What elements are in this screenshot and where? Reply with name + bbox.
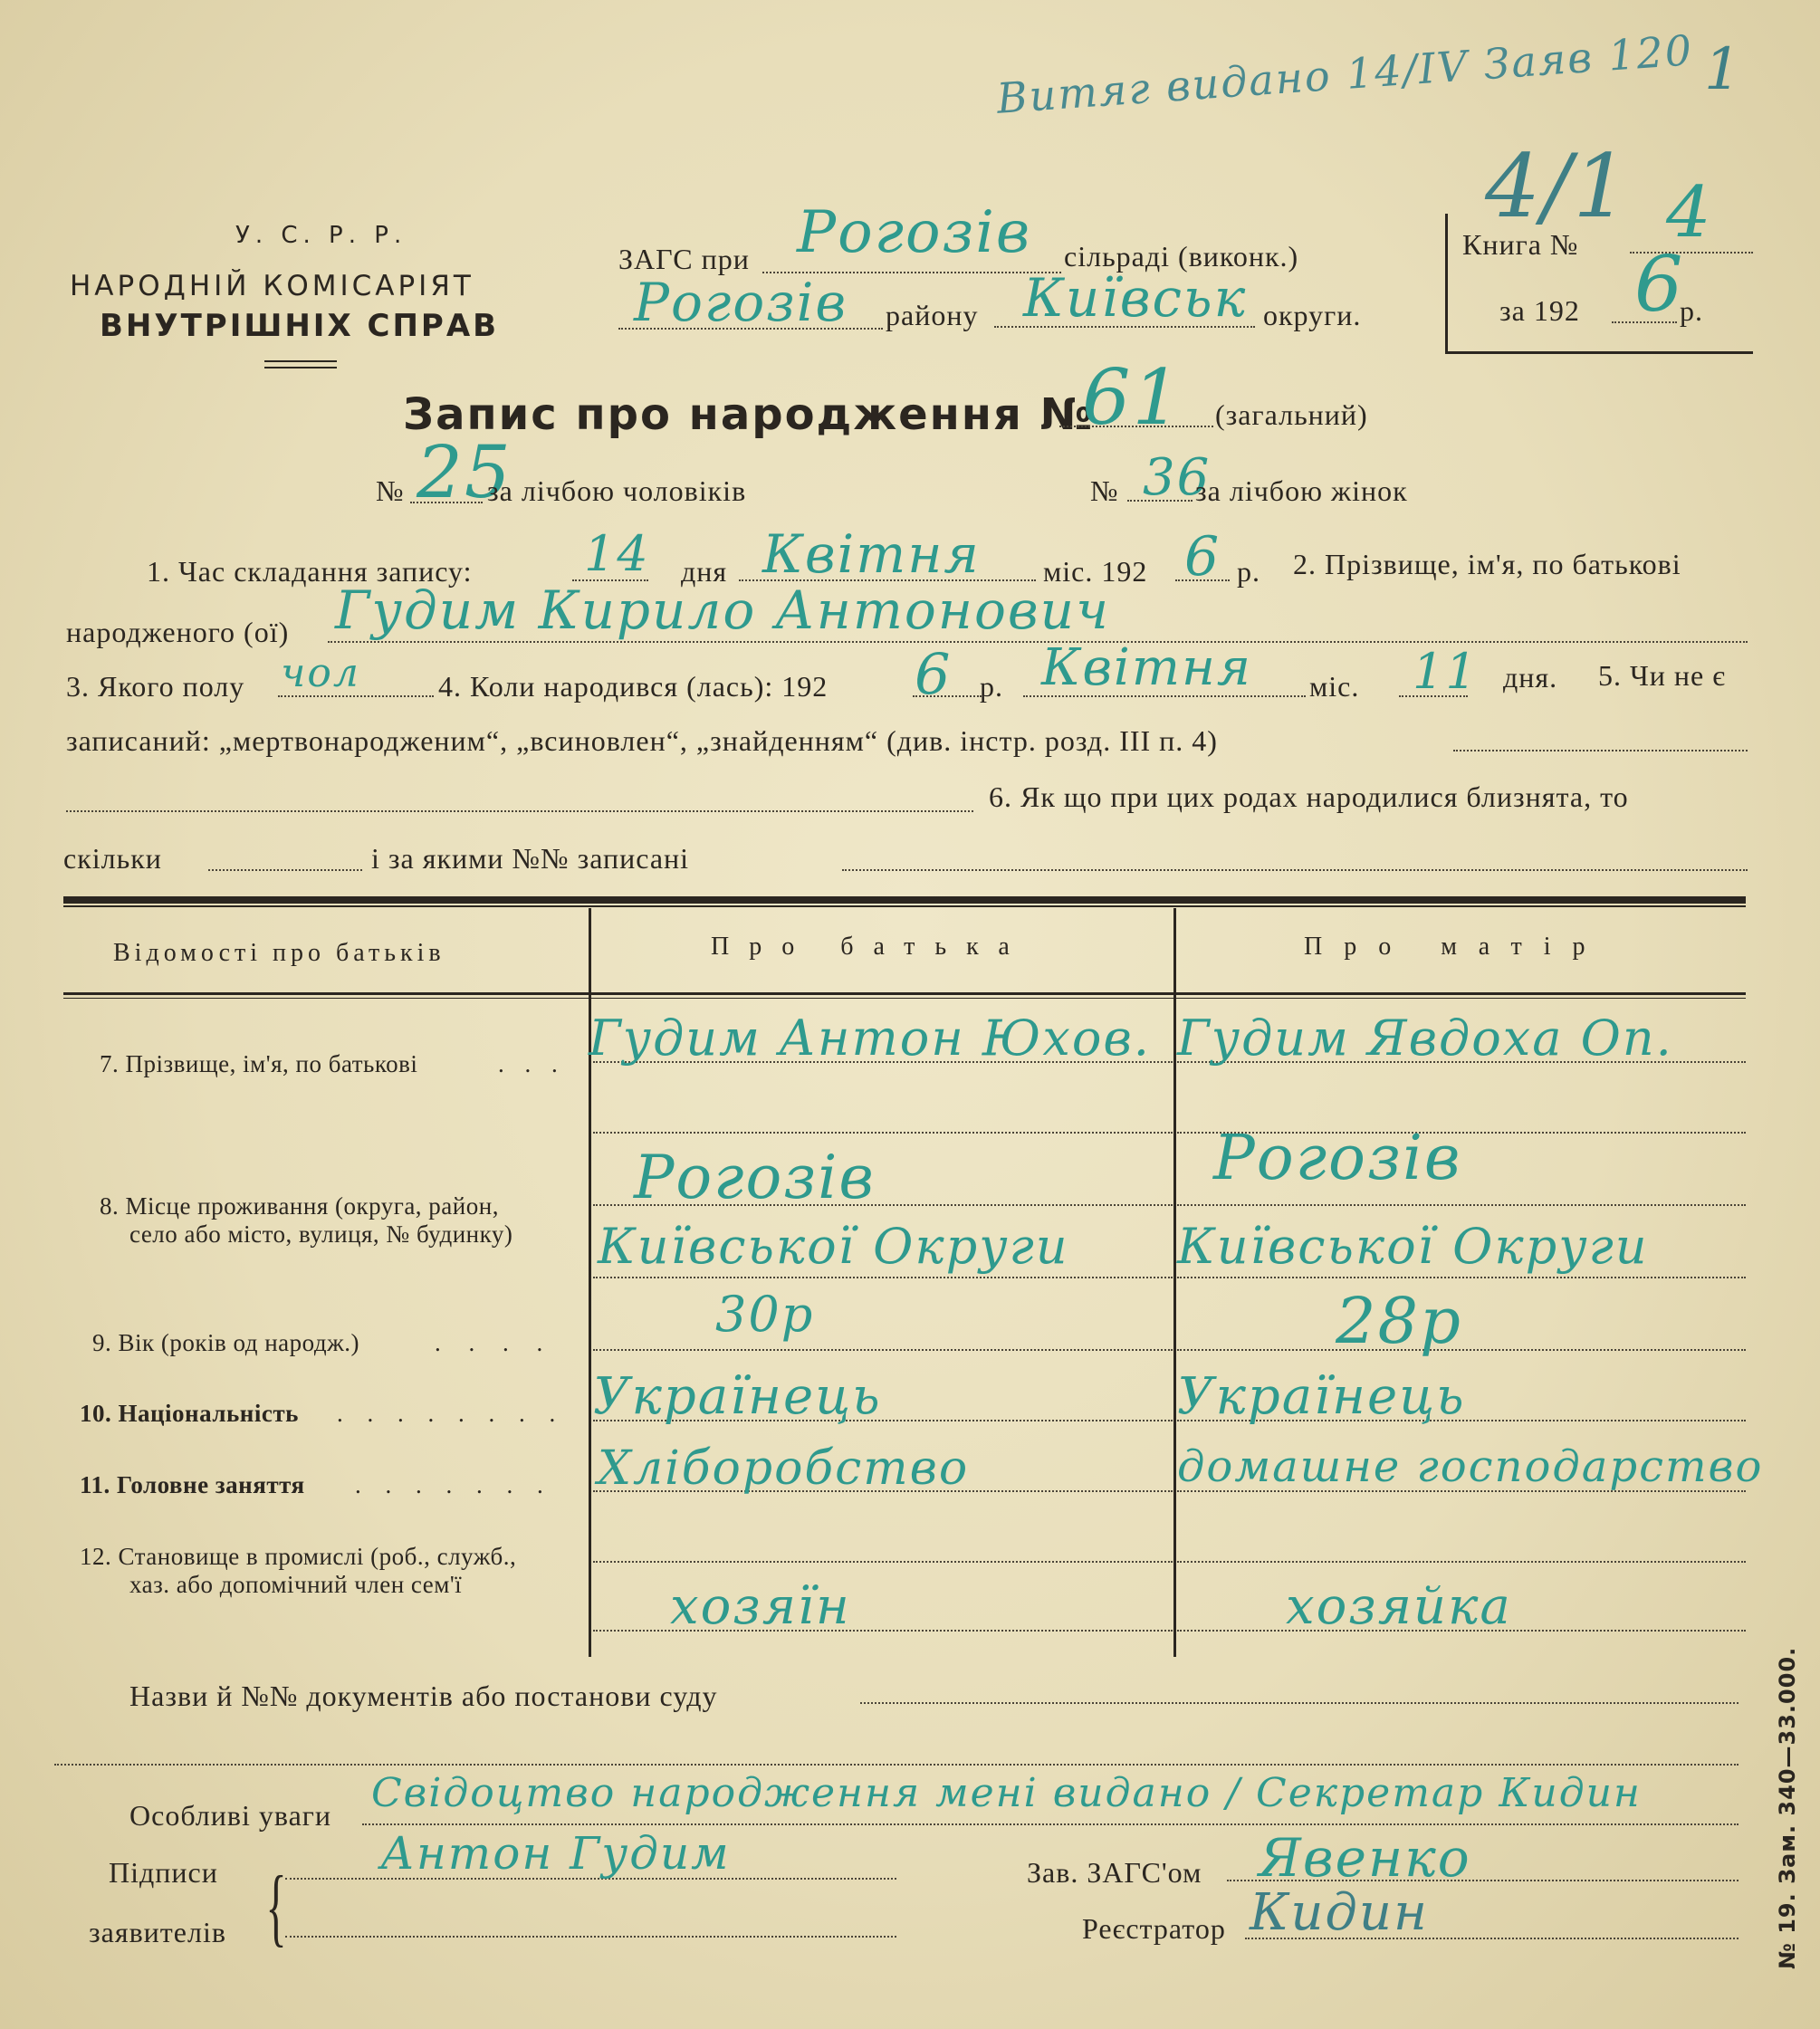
mother-res-line-3 [1177,1277,1746,1278]
signatures-label-2: заявителів [89,1916,226,1948]
female-count-number: 36 [1143,448,1212,507]
child-name: Гудим Кирило Антонович [335,579,1111,641]
q1-label: 1. Час складання запису: [147,555,473,588]
record-number: 61 [1082,353,1183,442]
q6-tail: і за якими №№ записані [371,842,690,875]
sex-value: чол [281,650,360,696]
mother-occupation: домашне господарство [1177,1441,1764,1492]
zags-head-label: Зав. ЗАГС'ом [1027,1856,1202,1889]
father-status: хозяїн [670,1577,851,1636]
row11-dots: . . . . . . . [355,1471,552,1498]
q1-year-suffix: р. [1237,555,1260,588]
table-top-rule [63,896,1746,904]
q3-label: 3. Якого полу [66,670,245,703]
father-name: Гудим Антон Юхов. [589,1010,1151,1067]
twins-count-line [208,869,362,871]
signatures-brace: { [265,1858,287,1955]
col-father-header: Про батька [711,933,1030,961]
ministry-line-1: НАРОДНІЙ КОМІСАРІЯТ [70,270,474,302]
row9-dots: . . . . [435,1329,554,1356]
row10-label: 10. Національність [80,1400,299,1427]
registrar-signature: Кидин [1250,1883,1429,1942]
village-value: Рогозів [797,199,1032,266]
ministry-line-2: ВНУТРІШНІХ СПРАВ [100,308,500,344]
table-col-divider-2 [1173,908,1176,1657]
table-header-rule [63,992,1746,995]
row7-label: 7. Прізвище, ім'я, по батькові [100,1050,418,1077]
book-box-bottom [1445,351,1753,354]
father-res-line-1 [593,1132,1173,1134]
row11-label: 11. Головне заняття [80,1471,305,1498]
mother-res-line-2 [1177,1204,1746,1206]
q5-answer-line-2 [66,810,973,812]
q4-year-suffix: р. [980,670,1003,703]
documents-line [860,1702,1739,1704]
q1-year-value: 6 [1184,525,1221,589]
q6-label: 6. Як що при цих родах народилися близнята, то [989,780,1629,813]
q1-day-label: дня [681,555,728,588]
row10-dots: . . . . . . . . [337,1400,565,1427]
book-year: 6 [1634,240,1685,329]
book-number: 4 [1666,172,1713,254]
q4-day-label: дня. [1503,661,1558,694]
q5-label: 5. Чи не є [1598,659,1726,692]
general-label: (загальний) [1215,398,1368,431]
row9-label: 9. Вік (років од народж.) [92,1329,359,1356]
corner-number: 1 [1704,36,1743,103]
father-occupation: Хліборобство [598,1441,970,1496]
birth-day: 11 [1413,643,1479,700]
zags-label: ЗАГС при [618,243,750,275]
q2-continuation: народженого (ої) [66,616,290,648]
mother-status: хозяйка [1286,1577,1512,1636]
print-info: № 19. Зам. 340—33.000. [1775,1646,1800,1969]
book-label: Книга № [1462,228,1579,261]
mother-name: Гудим Явдоха Оп. [1177,1010,1673,1067]
male-count-number: 25 [417,430,512,514]
father-residence-1: Рогозів [634,1143,876,1212]
q5-text: записаний: „мертвонародженим“, „всиновлен“, „знайденням“ (див. інстр. розд. III п. 4) [66,724,1218,757]
book-box-left [1445,214,1448,354]
okruha-label: округи. [1263,299,1362,331]
father-age: 30р [715,1286,815,1343]
issued-copy-note: Витяг видано 14/IV Заяв 120 [995,25,1695,123]
applicant-signature: Антон Гудим [380,1827,731,1880]
row12-label-a: 12. Становище в промислі (роб., служб., [80,1543,517,1570]
special-notes-line [362,1823,1739,1825]
registrar-label: Реєстратор [1082,1912,1226,1945]
birth-year: 6 [915,641,953,707]
father-status-line [593,1561,1173,1563]
country-label: У. С. Р. Р. [235,222,407,249]
row8-label-a: 8. Місце проживання (округа, район, [100,1192,499,1220]
col-mother-header: Про матір [1304,933,1607,961]
table-top-rule-thin [63,905,1746,907]
male-num-sign: № [376,474,405,507]
male-count-label: за лічбою чоловіків [487,474,747,507]
q4-label: 4. Коли народився (лась): 192 [438,670,829,703]
mother-age: 28р [1336,1284,1462,1358]
book-year-suffix: р. [1680,294,1703,327]
archive-mark: 4/1 [1485,136,1631,237]
q5-answer-line [1453,750,1748,751]
documents-label: Назви й №№ документів або постанови суду [129,1680,718,1712]
mother-nationality: Українець [1177,1367,1466,1426]
mother-residence-1: Рогозів [1213,1123,1462,1194]
col-info-header: Відомості про батьків [113,939,445,967]
okruha-value: Київськ [1023,267,1248,329]
row8-label-b: село або місто, вулиця, № будинку) [129,1220,513,1248]
ministry-divider-2 [264,367,337,368]
village-council-label: сільраді (виконк.) [1064,240,1299,273]
zags-head-signature: Явенко [1259,1827,1471,1889]
district-label: району [886,299,979,331]
birth-month: Квітня [1041,638,1252,697]
q1-month-value: Квітня [762,523,981,585]
record-title: Запис про народження № [403,389,1095,440]
applicant-signature-line-2 [285,1936,896,1938]
signatures-label-1: Підписи [109,1856,218,1889]
father-residence-2: Київської Округи [598,1218,1069,1275]
father-age-line [593,1349,1173,1351]
documents-line-2 [54,1764,1739,1766]
special-notes-value: Свідоцтво народження мені видано / Секретар Кидин [371,1770,1642,1816]
q1-day-value: 14 [584,525,650,582]
q1-month-label: міс. 192 [1043,555,1148,588]
special-notes-label: Особливі уваги [129,1799,332,1832]
q6-continuation: скільки [63,842,162,875]
female-count-label: за лічбою жінок [1195,474,1408,507]
father-res-line-3 [593,1277,1173,1278]
table-header-rule-thin [63,998,1746,999]
book-year-label: за 192 [1499,294,1580,327]
row7-dots: . . . [498,1050,565,1077]
row12-label-b: хаз. або допомічний член сем'ї [129,1571,463,1598]
mother-residence-2: Київської Округи [1177,1218,1649,1275]
father-nationality: Українець [593,1367,882,1426]
mother-status-line [1177,1561,1746,1563]
q2-label: 2. Прізвище, ім'я, по батькові [1293,548,1681,580]
ministry-divider [264,360,337,362]
child-name-line [328,641,1748,643]
female-num-sign: № [1090,474,1119,507]
district-value: Рогозів [634,272,848,333]
q4-month-label: міс. [1309,670,1360,703]
twins-numbers-line [842,869,1748,871]
